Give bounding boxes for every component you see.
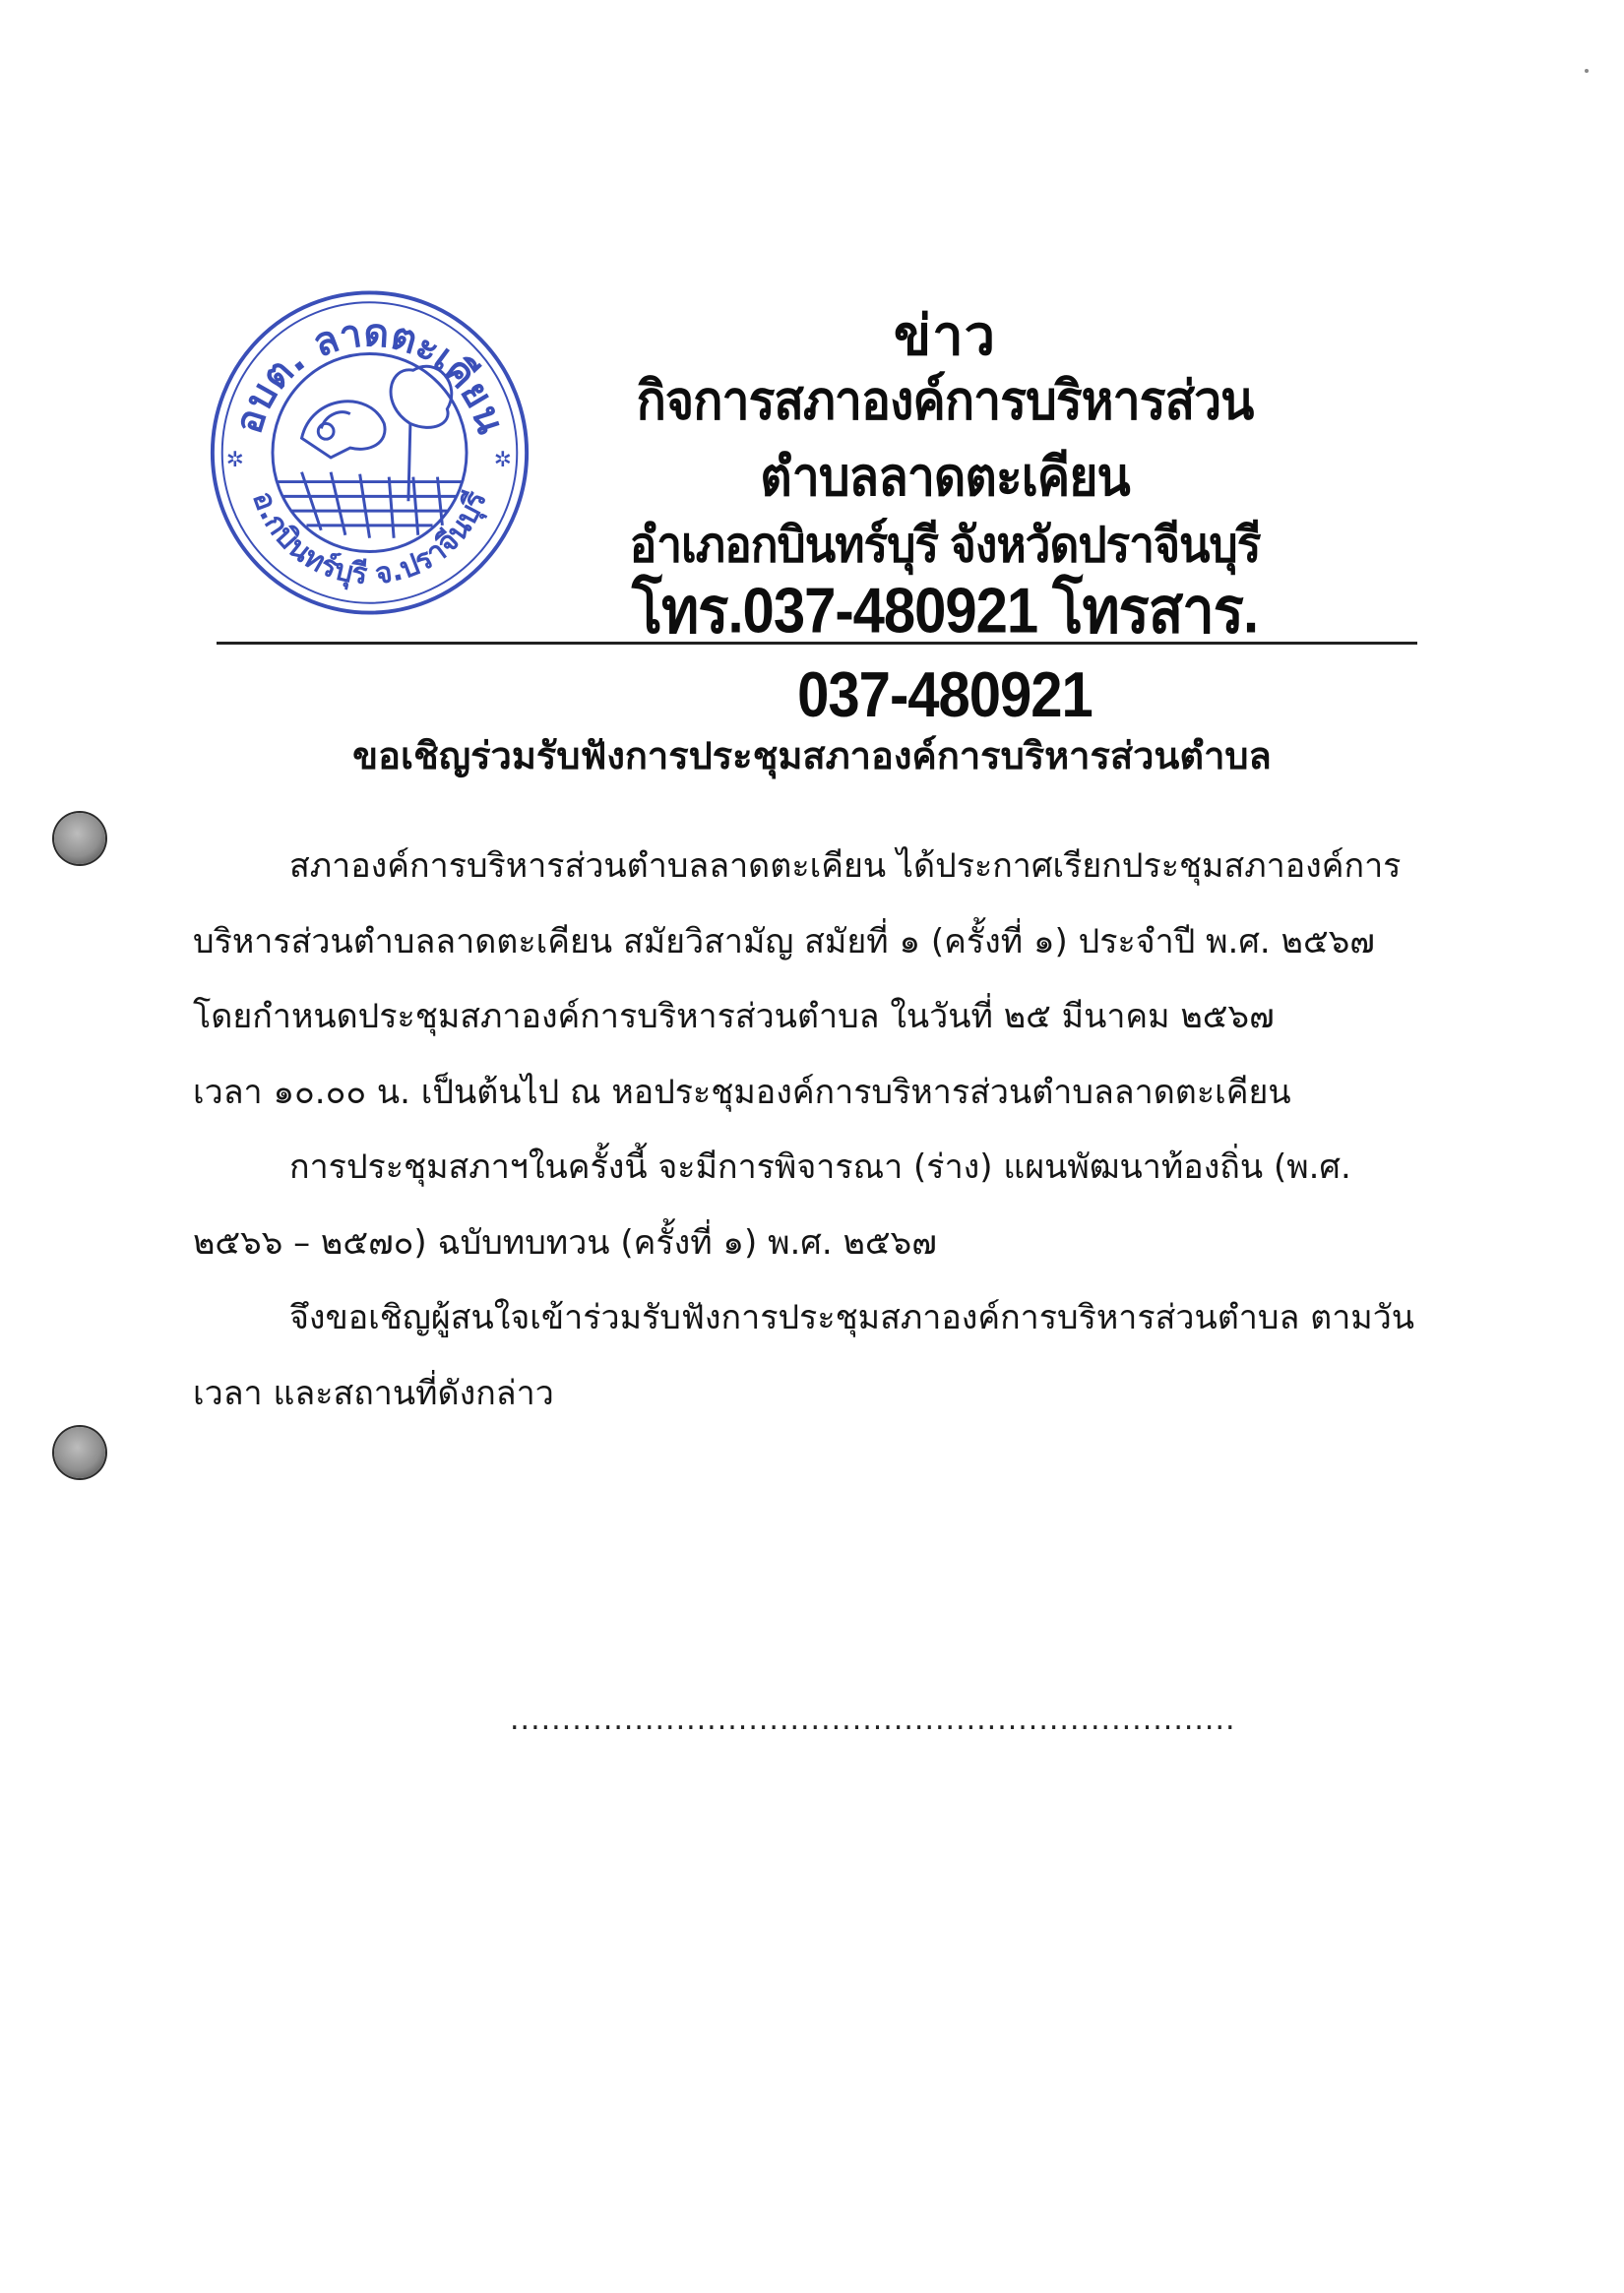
district-name: อำเภอกบินทร์บุรี จังหวัดปราจีนบุรี (629, 516, 1261, 573)
paragraph1-line1: สภาองค์การบริหารส่วนตำบลลาดตะเคียน ได้ประกาศเรียกประชุมสภาองค์การ (289, 846, 1402, 886)
paragraph3-line1: จึงขอเชิญผู้สนใจเข้าร่วมรับฟังการประชุมสภาองค์การบริหารส่วนตำบล ตามวัน (289, 1298, 1415, 1337)
document-body (193, 829, 1431, 1431)
organization-name: กิจการสภาองค์การบริหารส่วนตำบลลาดตะเคียน (636, 370, 1254, 508)
paragraph3-line2: เวลา และสถานที่ดังกล่าว (193, 1373, 554, 1413)
letterhead (591, 303, 1299, 731)
svg-text:✲: ✲ (493, 447, 512, 472)
svg-text:อบต. ลาดตะเคียน: อบต. ลาดตะเคียน (225, 310, 514, 439)
svg-text:✲: ✲ (225, 447, 244, 472)
news-heading: ข่าว (893, 304, 997, 366)
phone-fax: โทร.037-480921 โทรสาร. 037-480921 (631, 575, 1259, 731)
svg-text:อ.กบินทร์บุรี จ.ปราจีนบุรี: อ.กบินทร์บุรี จ.ปราจีนบุรี (246, 486, 493, 591)
punch-hole (54, 813, 105, 864)
paragraph1-line4: เวลา ๑๐.๐๐ น. เป็นต้นไป ณ หอประชุมองค์การบริหารส่วนตำบลลาดตะเคียน (193, 1072, 1291, 1112)
paragraph2-line2: ๒๕๖๖ – ๒๕๗๐) ฉบับทบทวน (ครั้งที่ ๑) พ.ศ. ๒๕๖๗ (193, 1222, 937, 1263)
paragraph1-line2: บริหารส่วนตำบลลาดตะเคียน สมัยวิสามัญ สมัยที่ ๑ (ครั้งที่ ๑) ประจำปี พ.ศ. ๒๕๖๗ (193, 921, 1375, 961)
paragraph2-line1: การประชุมสภาฯในครั้งนี้ จะมีการพิจารณา (ร่าง) แผนพัฒนาท้องถิ่น (พ.ศ. (289, 1147, 1351, 1187)
punch-hole (54, 1427, 105, 1478)
header-divider (217, 642, 1417, 645)
document-title: ขอเชิญร่วมรับฟังการประชุมสภาองค์การบริหารส่วนตำบล (352, 734, 1272, 777)
seal-emblem-icon (205, 285, 534, 620)
closing-dotted-line: ...................................................................... (510, 1703, 1236, 1737)
paragraph1-line3: โดยกำหนดประชุมสภาองค์การบริหารส่วนตำบล ในวันที่ ๒๕ มีนาคม ๒๕๖๗ (193, 997, 1275, 1036)
scan-speck (1585, 69, 1589, 73)
